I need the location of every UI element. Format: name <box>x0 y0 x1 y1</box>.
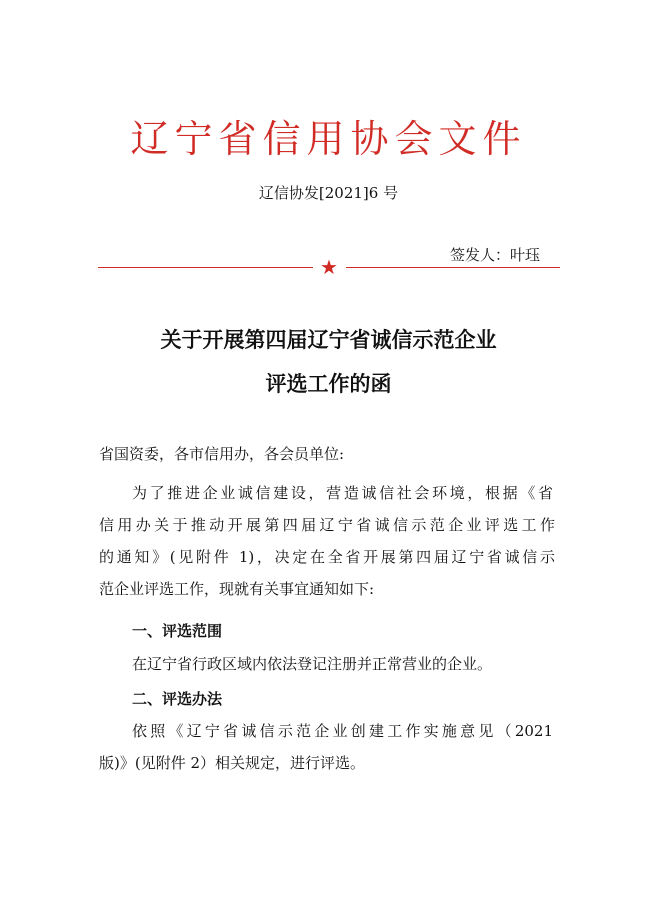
section-body-scope: 在辽宁省行政区域内依法登记注册并正常营业的企业。 <box>132 655 493 673</box>
document-title-line-2: 评选工作的函 <box>265 372 392 396</box>
intro-line: 为了推进企业诚信建设，营造诚信社会环境，根据《省 <box>132 484 553 502</box>
signatory: 签发人：叶珏 <box>450 246 541 264</box>
intro-line: 信用办关于推动开展第四届辽宁省诚信示范企业评选工作 <box>99 516 555 534</box>
section-body-method-line: 依照《辽宁省诚信示范企业创建工作实施意见（2021 <box>132 722 553 740</box>
section-heading-scope: 一、评选范围 <box>132 622 223 640</box>
issuer-title: 辽宁省信用协会文件 <box>130 117 527 161</box>
separator-line-left <box>98 267 313 268</box>
separator-line-right <box>346 267 560 268</box>
intro-line: 范企业评选工作，现就有关事宜通知如下: <box>99 580 375 598</box>
section-heading-method: 二、评选办法 <box>132 690 223 708</box>
document-number: 辽信协发[2021]6 号 <box>258 184 399 202</box>
intro-line: 的通知》(见附件 1)，决定在全省开展第四届辽宁省诚信示 <box>99 548 555 566</box>
document-title-line-1: 关于开展第四届辽宁省诚信示范企业 <box>160 328 497 352</box>
salutation: 省国资委，各市信用办，各会员单位: <box>99 445 345 463</box>
star-icon: ★ <box>320 255 338 279</box>
section-body-method-line: 版)》(见附件 2）相关规定，进行评选。 <box>99 754 366 772</box>
